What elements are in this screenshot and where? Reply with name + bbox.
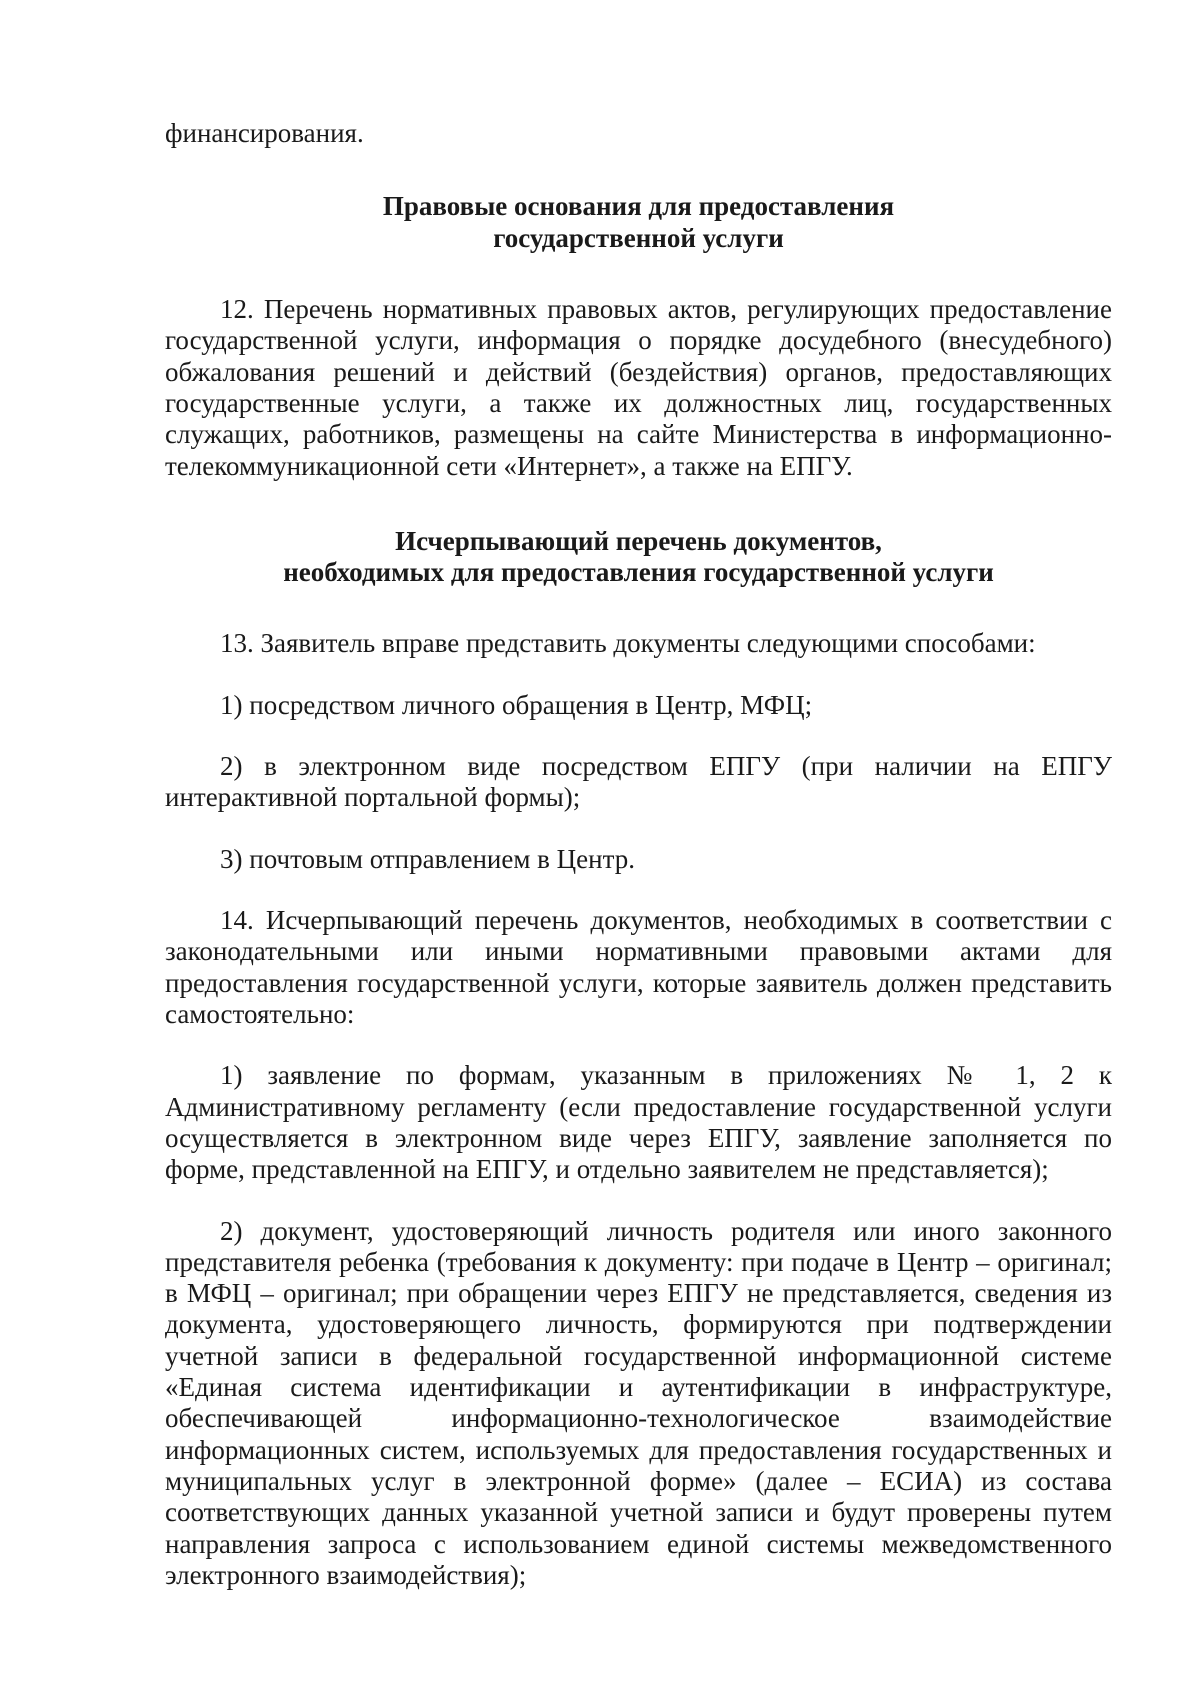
paragraph-13-item-3: 3) почтовым отправлением в Центр. — [220, 843, 635, 874]
heading-line: необходимых для предоставления государственной услуги — [283, 557, 994, 588]
document-body — [165, 118, 1112, 1591]
heading-line: государственной услуги — [493, 222, 784, 253]
paragraph-14-item-1: 1) заявление по формам, указанным в приложениях № 1, 2 к Административному регламенту (если предоставление государственной услуги осуществляется в электронном виде через ЕПГУ, заявление заполняется по форме, представленной на ЕПГУ, и отдельно заявителем не представляется); — [165, 1060, 1112, 1185]
paragraph-14-item-2: 2) документ, удостоверяющий личность родителя или иного законного представителя ребенка (требования к документу: при подаче в Центр – оригинал; в МФЦ – оригинал; при обращении через ЕПГУ не представляется, сведения из документа, удостоверяющего личность, формируются при подтверждении учетной записи в федеральной государственной информационной системе «Единая система идентификации и аутентификации в инфраструктуре, обеспечивающей информационно-технологическое взаимодействие информационных систем, используемых для предоставления государственных и муниципальных услуг в электронной форме» (далее – ЕСИА) из состава соответствующих данных указанной учетной записи и будут проверены путем направления запроса с использованием единой системы межведомственного электронного взаимодействия); — [165, 1215, 1112, 1590]
paragraph-13-item-2: 2) в электронном виде посредством ЕПГУ (при наличии на ЕПГУ интерактивной портальной формы); — [165, 751, 1112, 813]
opening-text: финансирования. — [165, 118, 364, 148]
paragraph-13-item-1: 1) посредством личного обращения в Центр, МФЦ; — [220, 689, 813, 720]
heading-line: Исчерпывающий перечень документов, — [395, 525, 882, 556]
section-heading-legal-grounds — [165, 191, 1112, 254]
heading-line: Правовые основания для предоставления — [382, 191, 895, 222]
paragraph-14: 14. Исчерпывающий перечень документов, необходимых в соответствии с законодательными или иными нормативными правовыми актами для предоставления государственной услуги, которые заявитель должен представить самостоятельно: — [165, 905, 1112, 1029]
paragraph-12: 12. Перечень нормативных правовых актов, регулирующих предоставление государственной услуги, информация о порядке досудебного (внесудебного) обжалования решений и действий (бездействия) органов, предоставляющих государственные услуги, а также их должностных лиц, государственных служащих, работников, размещены на сайте Министерства в информационно-телекоммуникационной сети «Интернет», а также на ЕПГУ. — [165, 293, 1112, 481]
section-heading-documents-list — [165, 526, 1112, 589]
paragraph-13: 13. Заявитель вправе представить документы следующими способами: — [220, 628, 1036, 659]
